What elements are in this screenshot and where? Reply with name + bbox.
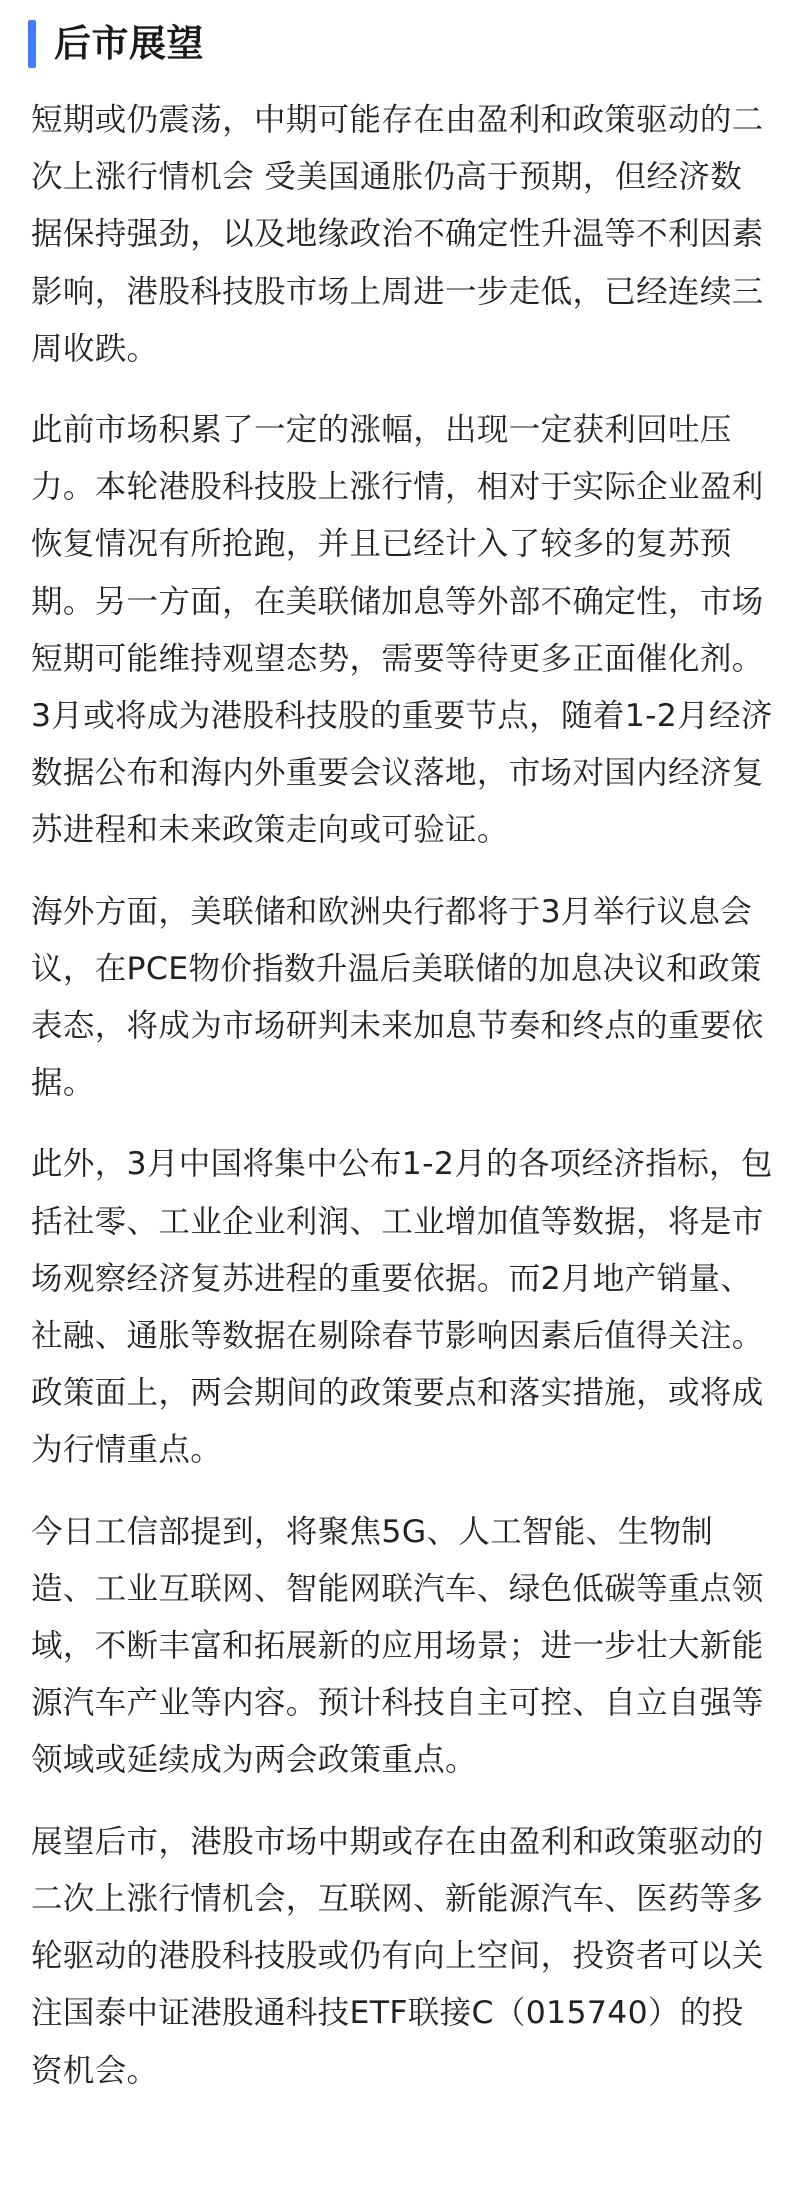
paragraph-miit: 今日工信部提到，将聚焦5G、人工智能、生物制造、工业互联网、智能网联汽车、绿色低碳等重点领域，不断丰富和拓展新的应用场景；进一步壮大新能源汽车产业等内容。预计科技自主可控、自立自强等领域或延续成为两会政策重点。	[31, 1513, 764, 1779]
section-heading	[28, 18, 204, 70]
accent-bar	[28, 20, 36, 68]
paragraph-outlook: 展望后市，港股市场中期或存在由盈利和政策驱动的二次上涨行情机会，互联网、新能源汽车、医药等多轮驱动的港股科技股或仍有向上空间，投资者可以关注国泰中证港股通科技ETF联接C（015740）的投资机会。	[31, 1823, 764, 2089]
paragraph-overseas: 海外方面，美联储和欧洲央行都将于3月举行议息会议，在PCE物价指数升温后美联储的加息决议和政策表态，将成为市场研判未来加息节奏和终点的重要依据。	[31, 893, 764, 1102]
paragraph-economic-data: 此外，3月中国将集中公布1-2月的各项经济指标，包括社零、工业企业利润、工业增加值等数据，将是市场观察经济复苏进程的重要依据。而2月地产销量、社融、通胀等数据在剔除春节影响因素后值得关注。 政策面上，两会期间的政策要点和落实措施，或将成为行情重点。	[31, 1146, 773, 1469]
paragraph-profit-taking: 此前市场积累了一定的涨幅，出现一定获利回吐压力。本轮港股科技股上涨行情，相对于实际企业盈利恢复情况有所抢跑，并且已经计入了较多的复苏预期。另一方面，在美联储加息等外部不确定性，市场短期可能维持观望态势，需要等待更多正面催化剂。 3月或将成为港股科技股的重要节点，随着1-2月经济数据公布和海内外重要会议落地，市场对国内经济复苏进程和未来政策走向或可验证。	[31, 412, 773, 849]
article-body	[31, 92, 773, 2100]
section-title: 后市展望	[54, 22, 204, 65]
paragraph-short-term-outlook: 短期或仍震荡，中期可能存在由盈利和政策驱动的二次上涨行情机会 受美国通胀仍高于预期，但经济数据保持强劲，以及地缘政治不确定性升温等不利因素影响，港股科技股市场上周进一步走低，已经连续三周收跌。	[31, 102, 764, 367]
